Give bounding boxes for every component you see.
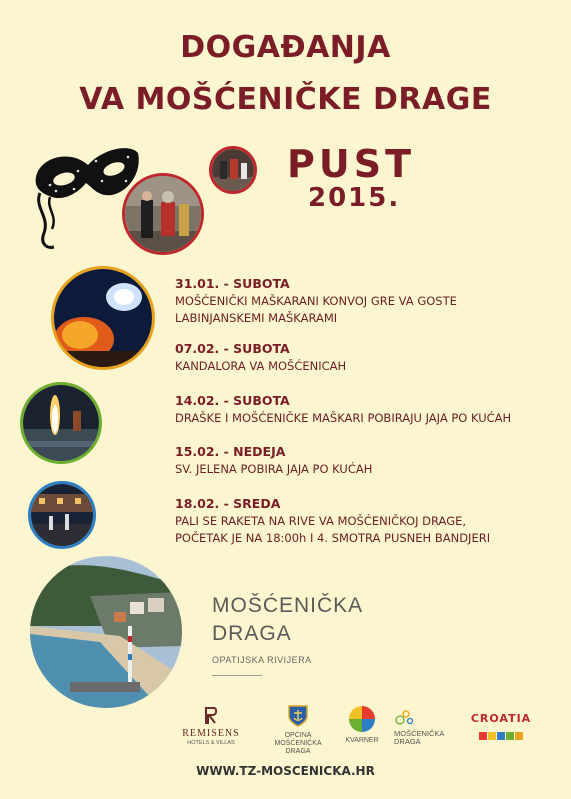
event-date: 15.02. - NEDEJA — [175, 444, 286, 459]
event-description: KANDALORA VA MOŠĆENICAH — [175, 359, 347, 373]
event-description: PALI SE RAKETA NA RIVE VA MOŠĆENIČKOJ DRAGE, POČETAK JE NA 18:00h I 4. SMOTRA PUSNEH BANDJERI — [175, 514, 491, 545]
photo-night-street — [28, 481, 96, 549]
logo-opcina — [266, 704, 330, 756]
logo-kvarner — [340, 705, 384, 745]
event-description: SV. JELENA POBIRA JAJA PO KUĆAH — [175, 462, 373, 476]
event-date: 18.02. - SREDA — [175, 496, 281, 511]
brand-divider — [212, 675, 262, 676]
carnival-mask-icon — [30, 135, 142, 253]
event-date: 07.02. - SUBOTA — [175, 341, 290, 356]
brand-name-line2: DRAGA — [212, 622, 292, 645]
remisens-mark-icon — [204, 706, 218, 724]
event-description: DRAŠKE I MOŠĆENIČKE MAŠKARI POBIRAJU JAJA PO KUĆAH — [175, 411, 512, 425]
kvarner-pinwheel-icon — [348, 705, 376, 733]
title-line-1: DOGAĐANJA — [180, 30, 391, 65]
photo-carnival-costumes-small — [209, 146, 257, 194]
opcina-line1: OPĆINA — [284, 732, 312, 739]
event-item — [175, 275, 565, 327]
remisens-name: REMISENS — [182, 728, 240, 739]
event-item — [175, 340, 565, 375]
md-logo-line1: MOŠĆENIČKA — [394, 729, 445, 738]
brand-name-line1: MOŠĆENIČKA — [212, 594, 364, 617]
md-logo-line2: DRAGA — [394, 737, 421, 746]
event-date: 31.01. - SUBOTA — [175, 276, 290, 291]
remisens-subtitle: HOTELS & VILLAS — [187, 740, 235, 746]
brand-tagline: OPATIJSKA RIVIJERA — [212, 655, 312, 665]
logo-remisens — [178, 706, 244, 747]
kvarner-label: KVARNER — [345, 737, 379, 744]
event-date: 14.02. - SUBOTA — [175, 393, 290, 408]
photo-fireworks — [51, 266, 155, 370]
event-description: MOŠĆENIČKI MAŠKARANI KONVOJ GRE VA GOSTE LABINJANSKEMI MAŠKARAMI — [175, 294, 457, 325]
year-heading: 2015. — [308, 183, 401, 213]
opcina-line2: MOŠĆENIČKA DRAGA — [274, 740, 322, 755]
croatia-squares-icon — [479, 732, 523, 740]
photo-carnival-costumes — [122, 173, 204, 255]
photo-bonfire — [20, 382, 102, 464]
croatia-label: CROATIA — [470, 712, 532, 725]
logo-moscenicka-draga — [394, 708, 458, 746]
title-line-2: VA MOŠĆENIČKE DRAGE — [79, 82, 492, 117]
logo-croatia — [466, 712, 536, 744]
event-item — [175, 495, 565, 547]
bubbles-icon — [394, 708, 414, 726]
event-item — [175, 392, 565, 427]
coat-of-arms-icon — [287, 704, 309, 728]
footer-url[interactable]: WWW.TZ-MOSCENICKA.HR — [196, 764, 375, 778]
photo-moscenicka-draga-beach — [30, 556, 182, 708]
pust-heading: PUST — [287, 142, 415, 186]
event-item — [175, 443, 565, 478]
